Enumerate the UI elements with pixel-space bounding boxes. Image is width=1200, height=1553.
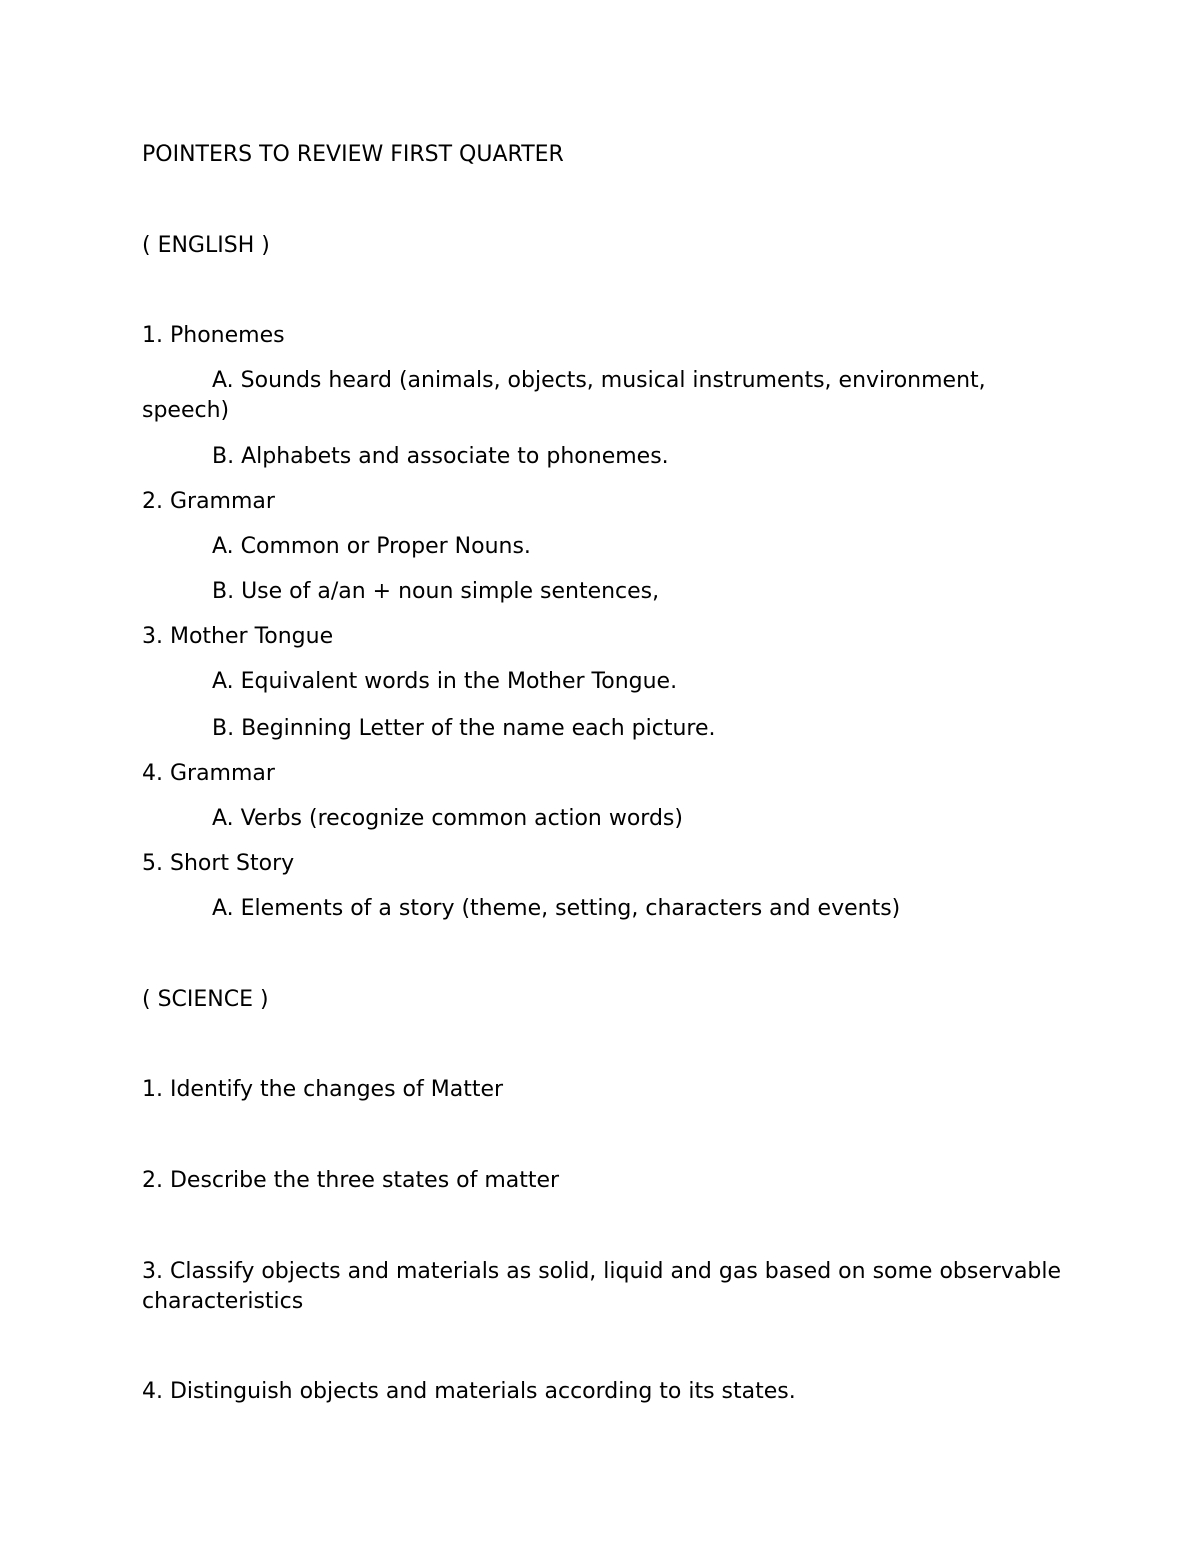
english-item-5: 5. Short Story <box>142 851 295 876</box>
english-item-5-sub-a: A. Elements of a story (theme, setting, characters and events) <box>212 896 901 921</box>
english-item-4: 4. Grammar <box>142 761 275 786</box>
english-item-3: 3. Mother Tongue <box>142 624 334 649</box>
page-title: POINTERS TO REVIEW FIRST QUARTER <box>142 142 564 167</box>
english-item-2-sub-a: A. Common or Proper Nouns. <box>212 534 531 559</box>
english-item-2-sub-b: B. Use of a/an + noun simple sentences, <box>212 579 660 604</box>
english-item-1: 1. Phonemes <box>142 323 285 348</box>
english-item-2: 2. Grammar <box>142 489 275 514</box>
english-item-3-sub-a: A. Equivalent words in the Mother Tongue. <box>212 669 678 694</box>
english-item-3-sub-b: B. Beginning Letter of the name each picture. <box>212 716 716 741</box>
english-item-4-sub-a: A. Verbs (recognize common action words) <box>212 806 683 831</box>
science-item-3: 3. Classify objects and materials as solid, liquid and gas based on some observable characteristics <box>142 1259 1062 1314</box>
science-heading: ( SCIENCE ) <box>142 987 269 1012</box>
english-item-1-sub-b: B. Alphabets and associate to phonemes. <box>212 444 669 469</box>
english-heading: ( ENGLISH ) <box>142 233 270 258</box>
science-item-1: 1. Identify the changes of Matter <box>142 1077 504 1102</box>
english-item-1-sub-a: A. Sounds heard (animals, objects, musical instruments, environment, speech) <box>142 368 986 423</box>
science-item-4: 4. Distinguish objects and materials according to its states. <box>142 1379 796 1404</box>
science-item-2: 2. Describe the three states of matter <box>142 1168 560 1193</box>
